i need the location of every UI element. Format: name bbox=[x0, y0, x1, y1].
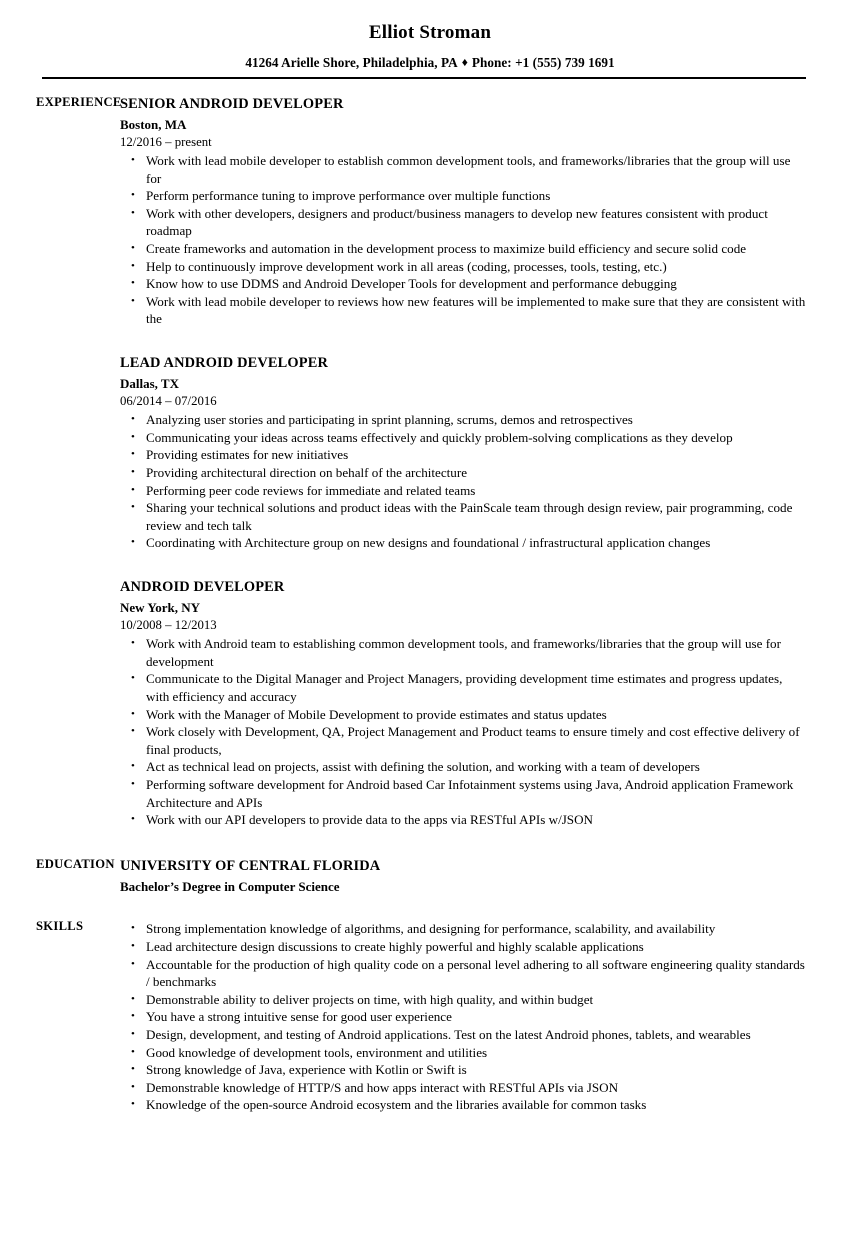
list-item: • Help to continuously improve development work in all areas (coding, processes, tools, testing, etc.) bbox=[120, 258, 806, 276]
header-divider bbox=[42, 77, 806, 79]
list-item: • Strong implementation knowledge of algorithms, and designing for performance, scalability, and availability bbox=[120, 920, 806, 938]
section-experience bbox=[0, 95, 860, 829]
job-bullet-list bbox=[120, 635, 806, 829]
list-item: • Analyzing user stories and participating in sprint planning, scrums, demos and retrospectives bbox=[120, 411, 806, 429]
job-title: SENIOR ANDROID DEVELOPER bbox=[120, 95, 344, 112]
education-item bbox=[120, 857, 806, 897]
list-item: • Work with the Manager of Mobile Development to provide estimates and status updates bbox=[120, 706, 806, 724]
list-item: • Lead architecture design discussions to create highly powerful and highly scalable applications bbox=[120, 938, 806, 956]
spacer bbox=[120, 552, 806, 578]
list-item: • Perform performance tuning to improve performance over multiple functions bbox=[120, 187, 806, 205]
list-item: • Create frameworks and automation in the development process to maximize build efficiency and secure solid code bbox=[120, 240, 806, 258]
list-item: • Work closely with Development, QA, Project Management and Product teams to ensure timely and cost effective delivery of final products, bbox=[120, 723, 806, 758]
education-degree: Bachelor’s Degree in Computer Science bbox=[120, 879, 340, 895]
section-label-experience: EXPERIENCE bbox=[36, 94, 122, 109]
experience-item bbox=[120, 354, 806, 552]
job-dates: 06/2014 – 07/2016 bbox=[120, 393, 217, 408]
list-item: • Knowledge of the open-source Android ecosystem and the libraries available for common tasks bbox=[120, 1096, 806, 1114]
contact-line bbox=[0, 55, 860, 71]
resume-content bbox=[0, 95, 860, 1114]
job-bullet-list bbox=[120, 411, 806, 552]
section-skills bbox=[0, 919, 860, 1114]
skills-bullet-list bbox=[120, 920, 806, 1114]
list-item: • Good knowledge of development tools, environment and utilities bbox=[120, 1044, 806, 1062]
contact-phone: Phone: +1 (555) 739 1691 bbox=[471, 54, 615, 70]
contact-address: 41264 Arielle Shore, Philadelphia, PA bbox=[245, 54, 458, 70]
job-location: Dallas, TX bbox=[120, 376, 179, 392]
job-dates: 10/2008 – 12/2013 bbox=[120, 617, 217, 632]
list-item: • Work with our API developers to provide data to the apps via RESTful APIs w/JSON bbox=[120, 811, 806, 829]
list-item: • Performing software development for Android based Car Infotainment systems using Java, Android application Framework Architecture and APIs bbox=[120, 776, 806, 811]
diamond-separator-icon: ♦ bbox=[461, 54, 468, 69]
experience-item bbox=[120, 95, 806, 328]
experience-item bbox=[120, 578, 806, 829]
list-item: • Work with Android team to establishing common development tools, and frameworks/libraries that the group will use for development bbox=[120, 635, 806, 670]
list-item: • Communicating your ideas across teams effectively and quickly problem-solving complications as they develop bbox=[120, 429, 806, 447]
education-school: UNIVERSITY OF CENTRAL FLORIDA bbox=[120, 857, 381, 874]
list-item: • You have a strong intuitive sense for good user experience bbox=[120, 1008, 806, 1026]
list-item: • Demonstrable ability to deliver projects on time, with high quality, and within budget bbox=[120, 991, 806, 1009]
job-title: ANDROID DEVELOPER bbox=[120, 578, 285, 595]
list-item: • Work with lead mobile developer to establish common development tools, and frameworks/libraries that the group will use for bbox=[120, 152, 806, 187]
list-item: • Work with lead mobile developer to reviews how new features will be implemented to make sure that they are consistent with the bbox=[120, 293, 806, 328]
list-item: • Work with other developers, designers and product/business managers to develop new features consistent with product roadmap bbox=[120, 205, 806, 240]
list-item: • Performing peer code reviews for immediate and related teams bbox=[120, 482, 806, 500]
list-item: • Accountable for the production of high quality code on a personal level adhering to all software engineering quality standards / benchmarks bbox=[120, 956, 806, 991]
job-dates: 12/2016 – present bbox=[120, 134, 212, 149]
candidate-name: Elliot Stroman bbox=[368, 22, 492, 43]
education-body bbox=[120, 857, 860, 897]
list-item: • Communicate to the Digital Manager and Project Managers, providing development time estimates and progress updates, with efficiency and accuracy bbox=[120, 670, 806, 705]
skills-body bbox=[120, 919, 860, 1114]
job-title: LEAD ANDROID DEVELOPER bbox=[120, 354, 328, 371]
job-location: Boston, MA bbox=[120, 117, 187, 133]
section-label-skills: SKILLS bbox=[36, 919, 84, 934]
job-location: New York, NY bbox=[120, 600, 201, 616]
section-label-education: EDUCATION bbox=[36, 856, 115, 871]
list-item: • Act as technical lead on projects, assist with defining the solution, and working with a team of developers bbox=[120, 758, 806, 776]
list-item: • Providing architectural direction on behalf of the architecture bbox=[120, 464, 806, 482]
list-item: • Providing estimates for new initiatives bbox=[120, 446, 806, 464]
list-item: • Know how to use DDMS and Android Developer Tools for development and performance debugging bbox=[120, 275, 806, 293]
list-item: • Sharing your technical solutions and product ideas with the PainScale team through design review, pair programming, code review and tech talk bbox=[120, 499, 806, 534]
list-item: • Strong knowledge of Java, experience with Kotlin or Swift is bbox=[120, 1061, 806, 1079]
experience-body bbox=[120, 95, 860, 829]
list-item: • Design, development, and testing of Android applications. Test on the latest Android phones, tablets, and wearables bbox=[120, 1026, 806, 1044]
section-education bbox=[0, 857, 860, 897]
job-bullet-list bbox=[120, 152, 806, 328]
list-item: • Coordinating with Architecture group on new designs and foundational / infrastructural application changes bbox=[120, 534, 806, 552]
list-item: • Demonstrable knowledge of HTTP/S and how apps interact with RESTful APIs via JSON bbox=[120, 1079, 806, 1097]
spacer bbox=[120, 328, 806, 354]
resume-header bbox=[0, 0, 860, 79]
